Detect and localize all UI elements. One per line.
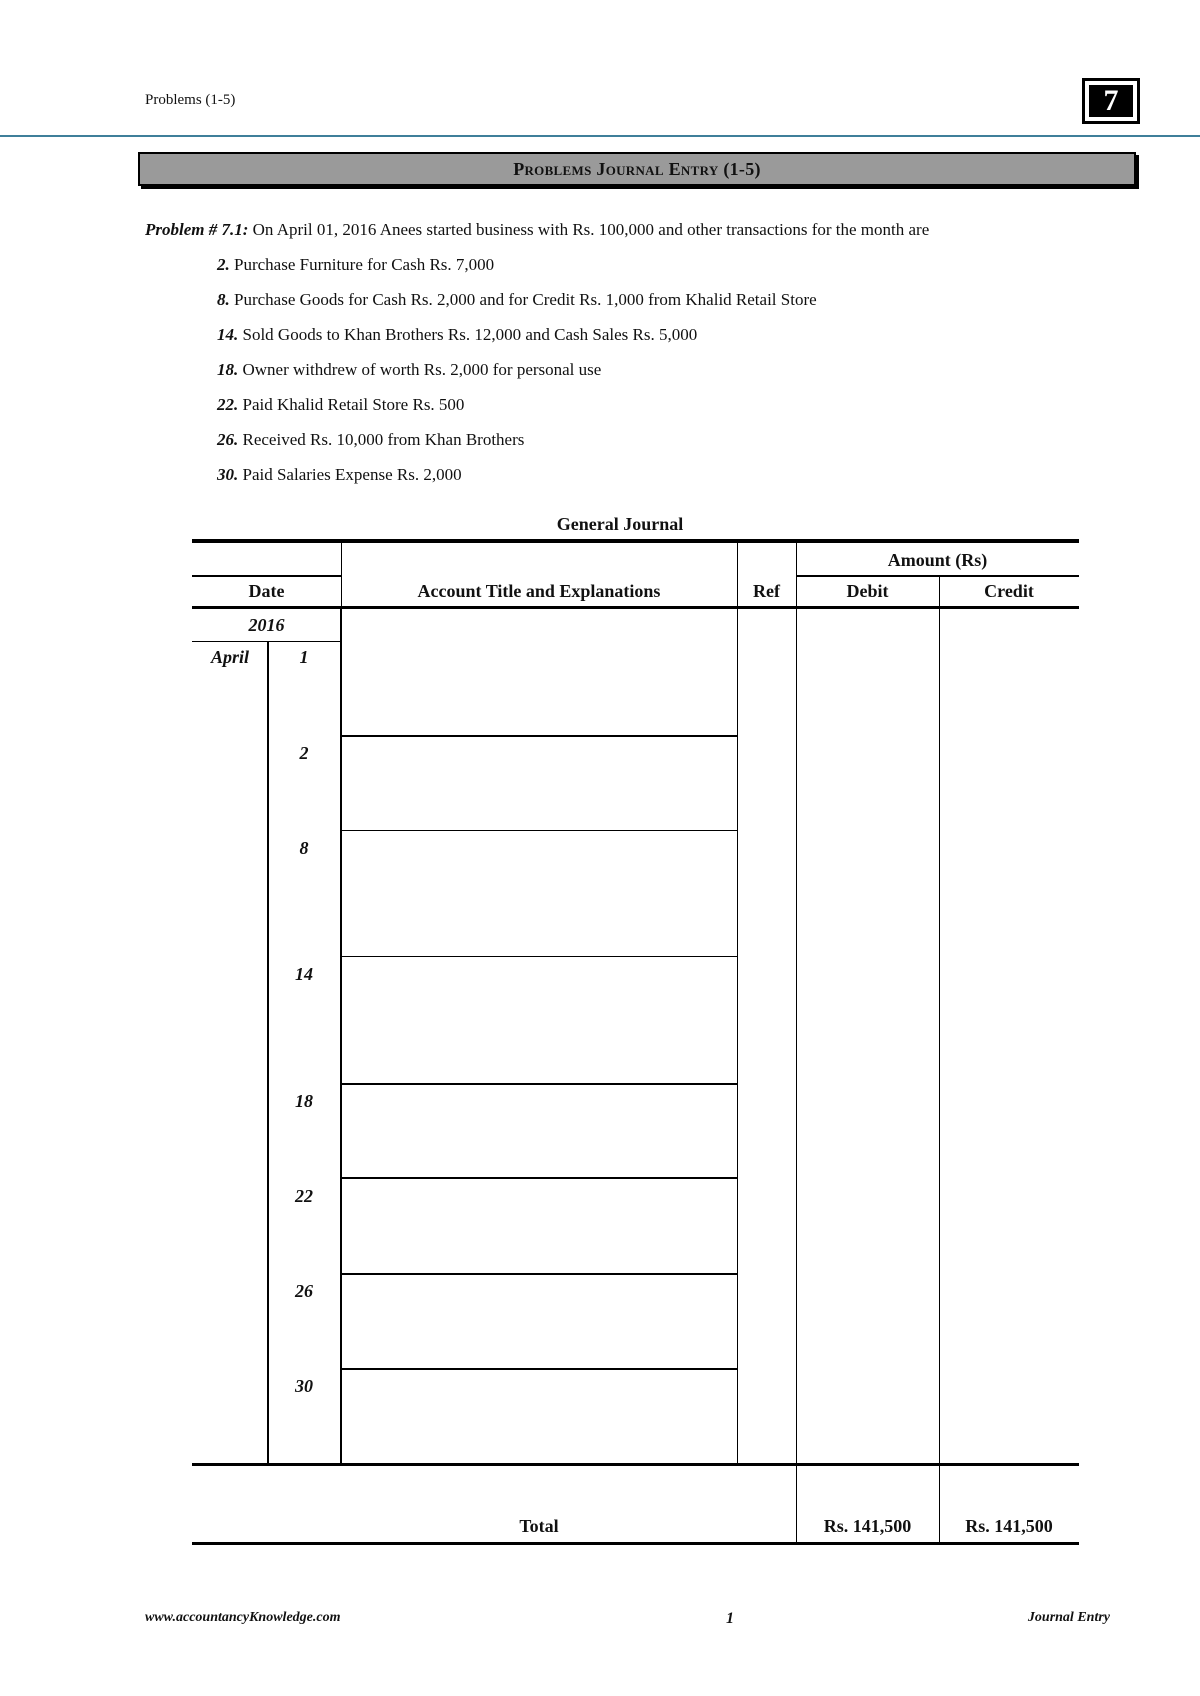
section-title: Problems Journal Entry (1-5): [138, 152, 1136, 186]
entry-separator: [341, 1083, 737, 1085]
date-day: 22: [295, 1186, 313, 1206]
transaction-day: 18.: [217, 360, 239, 379]
transaction-text: Purchase Furniture for Cash Rs. 7,000: [229, 255, 495, 274]
transaction-day: 8.: [217, 290, 230, 309]
entry-separator: [341, 735, 737, 737]
table-bottom-rule: [192, 1542, 1079, 1545]
transaction-item: [217, 430, 524, 450]
header-bottom-rule: [192, 606, 1079, 609]
date-day: 8: [299, 838, 309, 858]
entry-separator: [341, 830, 737, 831]
transaction-text: Owner withdrew of worth Rs. 2,000 for personal use: [238, 360, 602, 379]
transaction-text: Paid Khalid Retail Store Rs. 500: [238, 395, 465, 414]
transaction-text: Received Rs. 10,000 from Khan Brothers: [238, 430, 525, 449]
date-month: April: [210, 647, 249, 667]
transaction-day: 2.: [217, 255, 230, 274]
header-divider: [0, 135, 1200, 137]
body-bottom-rule: [192, 1463, 1079, 1466]
transaction-item: [217, 290, 817, 310]
transaction-day: 22.: [217, 395, 239, 414]
entry-separator: [341, 1273, 737, 1275]
transaction-text: Sold Goods to Khan Brothers Rs. 12,000 and Cash Sales Rs. 5,000: [238, 325, 698, 344]
date-header-rule: [192, 575, 341, 577]
header-debit: Debit: [846, 581, 889, 601]
amount-divider: [796, 575, 1079, 577]
journal-title: General Journal: [556, 514, 684, 534]
header-amount: Amount (Rs): [887, 550, 988, 570]
header-ref: Ref: [753, 581, 780, 601]
transaction-text: Purchase Goods for Cash Rs. 2,000 and for Credit Rs. 1,000 from Khalid Retail Store: [229, 290, 817, 309]
problem-intro: On April 01, 2016 Anees started business with Rs. 100,000 and other transactions for the month are: [248, 220, 930, 239]
date-day: 30: [295, 1376, 313, 1396]
header-account: Account Title and Explanations: [417, 581, 661, 601]
date-day: 14: [295, 964, 313, 984]
total-label: Total: [519, 1516, 559, 1536]
header-date: Date: [248, 581, 285, 601]
col-rule-day: [267, 642, 269, 1464]
date-day: 26: [295, 1281, 313, 1301]
total-debit: Rs. 141,500: [823, 1516, 912, 1536]
footer-section: Journal Entry: [1027, 1610, 1110, 1625]
col-rule-credit: [939, 608, 940, 1464]
problem-statement: [145, 220, 929, 240]
date-year: 2016: [248, 615, 285, 635]
running-header: Problems (1-5): [145, 92, 236, 108]
chapter-badge: [1082, 78, 1140, 124]
transaction-item: [217, 395, 464, 415]
transaction-day: 26.: [217, 430, 239, 449]
transaction-day: 14.: [217, 325, 239, 344]
date-day: 2: [299, 743, 309, 763]
problem-label: Problem # 7.1:: [145, 220, 249, 239]
transaction-item: [217, 465, 462, 485]
header-credit: Credit: [984, 581, 1034, 601]
col-rule-ref: [737, 608, 738, 1464]
transaction-day: 30.: [217, 465, 239, 484]
transaction-item: [217, 360, 601, 380]
transaction-item: [217, 255, 494, 275]
entry-separator: [341, 956, 737, 957]
transaction-item: [217, 325, 697, 345]
footer-page-number: 1: [726, 1610, 734, 1627]
date-day: 18: [295, 1091, 313, 1111]
footer-website: www.accountancyKnowledge.com: [145, 1610, 341, 1625]
table-top-rule: [192, 539, 1079, 543]
chapter-number: 7: [1089, 85, 1133, 117]
col-rule-debit: [796, 608, 797, 1464]
entry-separator: [341, 1177, 737, 1179]
total-credit: Rs. 141,500: [965, 1516, 1053, 1536]
transaction-text: Paid Salaries Expense Rs. 2,000: [238, 465, 462, 484]
date-day: 1: [299, 647, 309, 667]
entry-separator: [341, 1368, 737, 1370]
